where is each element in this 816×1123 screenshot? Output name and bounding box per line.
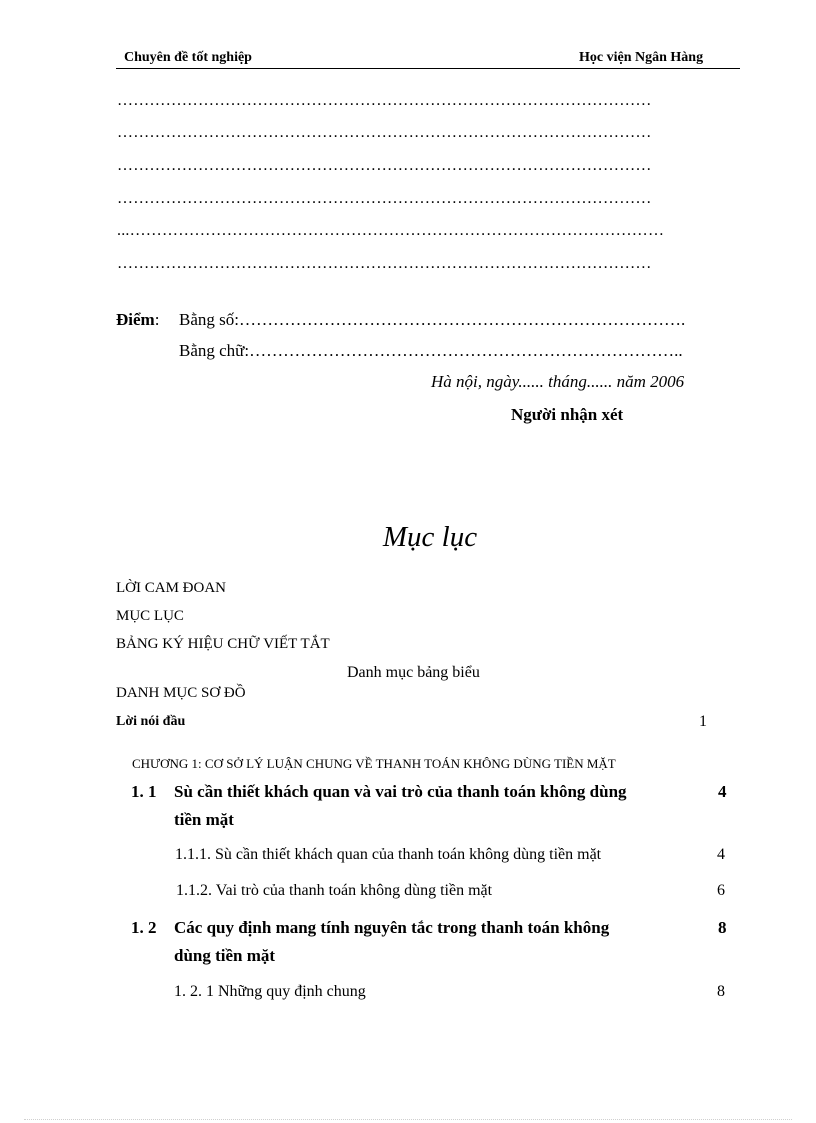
- toc-section-title: Sù cần thiết khách quan và vai trò của thanh toán không dùng: [174, 782, 627, 801]
- toc-subsection-title: 1.1.2. Vai trò của thanh toán không dùng tiền mặt: [176, 882, 493, 899]
- header-left-title: Chuyên đề tốt nghiệp: [124, 50, 252, 65]
- toc-front-item: DANH MỤC SƠ ĐỒ: [116, 685, 246, 701]
- toc-subsection-title: 1.1.1. Sù cần thiết khách quan của thanh toán không dùng tiền mặt: [175, 846, 602, 863]
- toc-section-number: 1. 2: [131, 918, 157, 937]
- toc-intro-label: Lời nói đầu: [116, 714, 186, 729]
- toc-front-item: MỤC LỤC: [116, 608, 184, 624]
- toc-chapter-heading: CHƯƠNG 1: CƠ SỞ LÝ LUẬN CHUNG VỀ THANH TOÁN KHÔNG DÙNG TIỀN MẶT: [132, 756, 616, 771]
- toc-subsection-title: 1. 2. 1 Những quy định chung: [174, 983, 366, 1000]
- toc-front-item: LỜI CAM ĐOAN: [116, 580, 226, 596]
- comment-line: ………………………………………………………………………………………: [117, 255, 652, 272]
- score-words-dots: …………………………………………………………………..: [249, 341, 683, 360]
- toc-subsection-page: 8: [717, 983, 725, 1000]
- toc-section-title: Các quy định mang tính nguyên tắc trong thanh toán không: [174, 918, 610, 937]
- score-words-row: [179, 341, 683, 361]
- comment-line: ………………………………………………………………………………………: [117, 190, 652, 207]
- score-words-label: Bằng chữ:: [179, 341, 250, 360]
- score-numeric-label: Bằng số:: [179, 310, 239, 329]
- toc-section-number: 1. 1: [131, 782, 157, 801]
- comment-line: ………………………………………………………………………………………: [117, 124, 652, 141]
- reviewer-label: Người nhận xét: [511, 405, 624, 424]
- score-label: Điểm:: [116, 310, 160, 329]
- date-line: Hà nội, ngày...... tháng...... năm 2006: [431, 372, 685, 391]
- toc-subsection-page: 4: [717, 846, 725, 863]
- header-rule: [116, 68, 740, 69]
- toc-subsection-page: 6: [717, 882, 725, 899]
- comment-line: ...………………………………………………………………………………………: [117, 222, 665, 239]
- score-numeric-dots: …………………………………………………………………….: [238, 310, 686, 329]
- toc-section-page: 8: [718, 918, 727, 937]
- comment-line: ………………………………………………………………………………………: [117, 157, 652, 174]
- toc-section-title-cont: tiền mặt: [174, 810, 234, 829]
- page-bottom-border: [24, 1119, 792, 1120]
- toc-title: Mục lục: [382, 521, 478, 553]
- toc-front-item: Danh mục bảng biểu: [347, 664, 480, 681]
- toc-intro-page: 1: [699, 713, 707, 730]
- toc-front-item: BẢNG KÝ HIỆU CHỮ VIẾT TẮT: [116, 636, 330, 652]
- comment-line: ………………………………………………………………………………………: [117, 92, 652, 109]
- toc-section-title-cont: dùng tiền mặt: [174, 946, 276, 965]
- toc-section-page: 4: [718, 782, 727, 801]
- header-right-title: Học viện Ngân Hàng: [579, 50, 704, 65]
- score-numeric-row: [179, 310, 685, 330]
